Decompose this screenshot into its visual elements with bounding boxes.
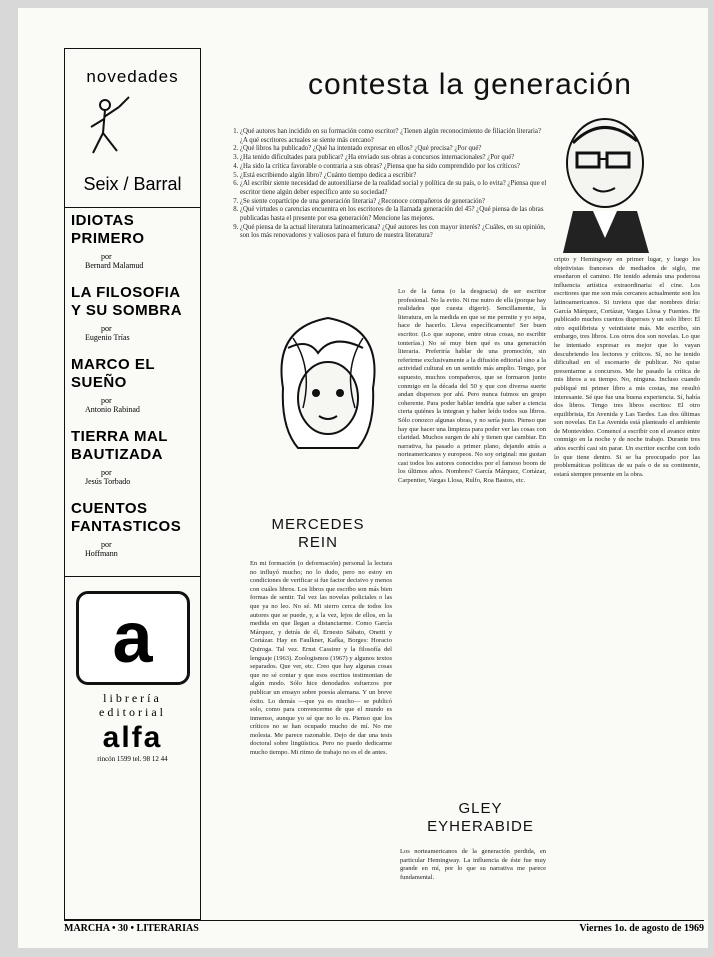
book-title: IDIOTAS PRIMERO xyxy=(71,212,145,247)
alfa-logo-icon xyxy=(76,591,190,685)
novedades-heading: novedades xyxy=(86,67,179,86)
running-man-logo-icon xyxy=(71,93,141,163)
question-item: 8. ¿Qué virtudes o carencias encuentra en los escritores de la llamada generación del 45? ¿Qué piensa de las obras publicadas hasta el presente por esa generación? Mencione las mejores. xyxy=(240,206,550,223)
alfa-address: rincón 1599 tel. 98 12 44 xyxy=(97,755,168,763)
alfa-ad xyxy=(65,576,200,768)
logo-letter: a xyxy=(112,598,153,678)
book-item xyxy=(71,284,194,342)
caricature-eyherabide-icon xyxy=(533,103,673,253)
column-rein-cont: Lo de la fama (o la desgracia) de ser escritor profesional. No la evito. Ni me nutro de ella (porque hay realidades que cuesta digerir). Sencillamente, la literatura, en la medida en que se me permite y yo sepa, hace de hacerlo. Lleva específicamente! Ser buen escritor. (Lo que supone, entre otras cosas, no escribir tonterías.) No sé muy bien qué es una generación literaria. Preferiría hablar de una promoción, sin referirme exclusivamente a la difusión editorial sino a la actividad cultural en un sentido más amplio. Tengo, por supuesto, muchos compañeros, que se formaron junto conmigo en la década del 50 y que con diversa suerte andan dispersos por ahí. Pero nunca fuimos un grupo coherente. Para poder hablar tendría que saber a ciencia cierta quiénes la integran y haber leído todos sus libros. Sólo conozco algunas obras, y no sería justo. Pienso que hay que hacer una limpieza para poder ver las cosas con claridad. Muchos surgen de ahí y tienen que cambiar. En narrativa, ha pasado a primer plano, dejando atrás a norteamericanos y europeos. No soy original: me gustan casi todos los autores conocidos por el famoso boom de los últimos años. Nombres? García Márquez, Cortázar, Carpentier, Vargas Llosa, Rulfo, Roa Bastos, etc. xyxy=(398,288,546,485)
footer-left: MARCHA • 30 • LITERARIAS xyxy=(64,923,199,934)
book-title: LA FILOSOFIA Y SU SOMBRA xyxy=(71,284,183,319)
caricature-rein-icon xyxy=(263,308,393,478)
column-eyherabide-intro: Los norteamericanos de la generación perdida, en particular Hemingway. La influencia de éste fue muy grande en mí, por lo que su narrativa me parece fundamental. xyxy=(400,848,546,881)
question-item: 1. ¿Qué autores han incidido en su formación como escritor? ¿Tienen algún reconocimiento de filiación literaria? ¿A qué escritores actuales se siente más cercano? xyxy=(240,128,550,145)
gley-eyherabide-heading: GLEY EYHERABIDE xyxy=(427,800,534,835)
book-author: Eugenio Trías xyxy=(85,333,130,342)
book-por: por xyxy=(101,324,112,333)
book-title: TIERRA MAL BAUTIZADA xyxy=(71,428,168,463)
column-eyherabide: cripto y Hemingway en primer lugar, y luego los objetivistas franceses de mediados de siglo, me enseñaron el camino. He tenido además una poderosa influencia artística extraordinaria: el cine. Los escritores que me son más cercanos actualmente son los latinoamericanos. Si tuviera que dar nombres diría: García Márquez, Cortázar, Vargas Llosa y Fuentes. He publicado muchos cuentos dispersos y un solo libro: El otro equilibrista y veintisiete más. Me escribo, sin embargo, tres libros. Los otros dos son novelas. Lo que he intentado expresar es mejor que lo vayan descubriendo los lectores y críticos. Sí, no he tenido dificultad en el escenario de publicar. No quise presentarme a concursos. Me he pasado la crítica de mis libros a su tiempo. No, ninguna. Incluso cuando publiqué mi primer libro a mis costas, me resultó interesante. Sé que fue una buena experiencia. Sí, había dos libros. Tengo tres libros escritos: El otro equilibrista, En Avenida y Las Tardes. Las dos últimas son novelas. En La Avenida está planteado el ambiente de Montevideo. Comencé a escribir con el avance entre conmigo en la noche y de noche trabajo. Durante tres años escribí casi sin parar. Un escritor escribe con todo lo que tiene dentro. Si se ha preocupado por las problemáticas políticas de su país o de su continente, estará siempre presente en la obra. xyxy=(554,256,700,478)
book-por: por xyxy=(101,252,112,261)
libreria-label: librería editorial xyxy=(99,691,166,719)
footer-date: Viernes 1o. de agosto de 1969 xyxy=(579,923,704,934)
book-por: por xyxy=(101,396,112,405)
book-author: Jesús Torbado xyxy=(85,477,131,486)
book-author: Antonio Rabinad xyxy=(85,405,140,414)
question-item: 4. ¿Ha sido la crítica favorable o contraria a sus obras? ¿Piensa que ha sido comprendido por los críticos? xyxy=(240,163,550,172)
questionnaire xyxy=(228,128,550,241)
book-author: Bernard Malamud xyxy=(85,261,144,270)
book-item xyxy=(71,212,194,270)
mercedes-rein-heading: MERCEDES REIN xyxy=(271,516,365,551)
page-footer xyxy=(64,920,704,934)
question-item: 7. ¿Se siente copartícipe de una generación literaria? ¿Reconoce compañeros de generación? xyxy=(240,198,550,207)
question-item: 6. ¿Al escribir siente necesidad de autoexiliarse de la realidad social y política de su país, o lo evita? ¿Piensa que el escritor tiene algún deber específico ante su sociedad? xyxy=(240,180,550,197)
book-item xyxy=(71,500,194,558)
book-title: CUENTOS FANTASTICOS xyxy=(71,500,182,535)
question-item: 9. ¿Qué piensa de la actual literatura latinoamericana? ¿Qué autores les con mayor interés? ¿Cuáles, en su opinión, son los más renovadores y valiosos para el futuro de nuestra literatura? xyxy=(240,224,550,241)
publisher-name: Seix / Barral xyxy=(83,174,182,194)
book-item xyxy=(71,428,194,486)
seix-barral-ad xyxy=(65,49,200,208)
book-author: Hoffmann xyxy=(85,549,118,558)
book-por: por xyxy=(101,468,112,477)
alfa-name: alfa xyxy=(102,721,163,754)
question-item: 5. ¿Está escribiendo algún libro? ¿Cuánto tiempo dedica a escribir? xyxy=(240,172,550,181)
page-title: contesta la generación xyxy=(308,68,632,101)
book-por: por xyxy=(101,540,112,549)
question-item: 2. ¿Qué libros ha publicado? ¿Qué ha intentado expresar en ellos? ¿Qué precisa? ¿Por qué? xyxy=(240,145,550,154)
sidebar-ads xyxy=(64,48,201,920)
book-list xyxy=(65,208,200,576)
book-item xyxy=(71,356,194,414)
newspaper-page xyxy=(18,8,708,948)
question-item: 3. ¿Ha tenido dificultades para publicar? ¿Ha enviado sus obras a concursos internacionales? ¿Por qué? xyxy=(240,154,550,163)
book-title: MARCO EL SUEÑO xyxy=(71,356,155,391)
column-rein: En mi formación (o deformación) personal la lectura no influyó mucho; no lo dudo, pero no estoy en condiciones de verificar si fue factor decisivo y menos con cuáles libros. Los libros que escribo son más bien formas de sentir. Tal vez las novelas policiales o las que ya no leo. No sé. Mi sierro cerca de todos los autores que se puede, y, a la vez, lejos de ellos, en la medida en que llegan a distanciarme. Como García Márquez, y detrás de él, Ernesto Sábato, Onetti y Cortázar. Hay en Faulkner, Kafka, Borges: Horacio Quiroga. Tal vez. Ernst Cassirer y la filosofía del lenguaje (1963). Zoologismos (1967) y algunos textos separados. Que ver, etc. Creo que hay algunas cosas que no sé contar y que esos escritos testimonian de algún modo. Sólo hice denodados esfuerzos por publicar un ensayo sobre poesía alemana. Y un breve éxito. Lo demás —que ya es mucho— se publicó solo, como para convencerme de que el mundo es inmenso, aunque yo sé que no lo es. Pienso que los críticos no se han ocupado mucho de mí. No me molesta. Me parece razonable. Dejo de dar una tesis doctoral sobre lingüística. Pero no puedo dedicarme mucho tiempo. Mi ritmo de trabajo no es el de antes. xyxy=(250,560,392,757)
